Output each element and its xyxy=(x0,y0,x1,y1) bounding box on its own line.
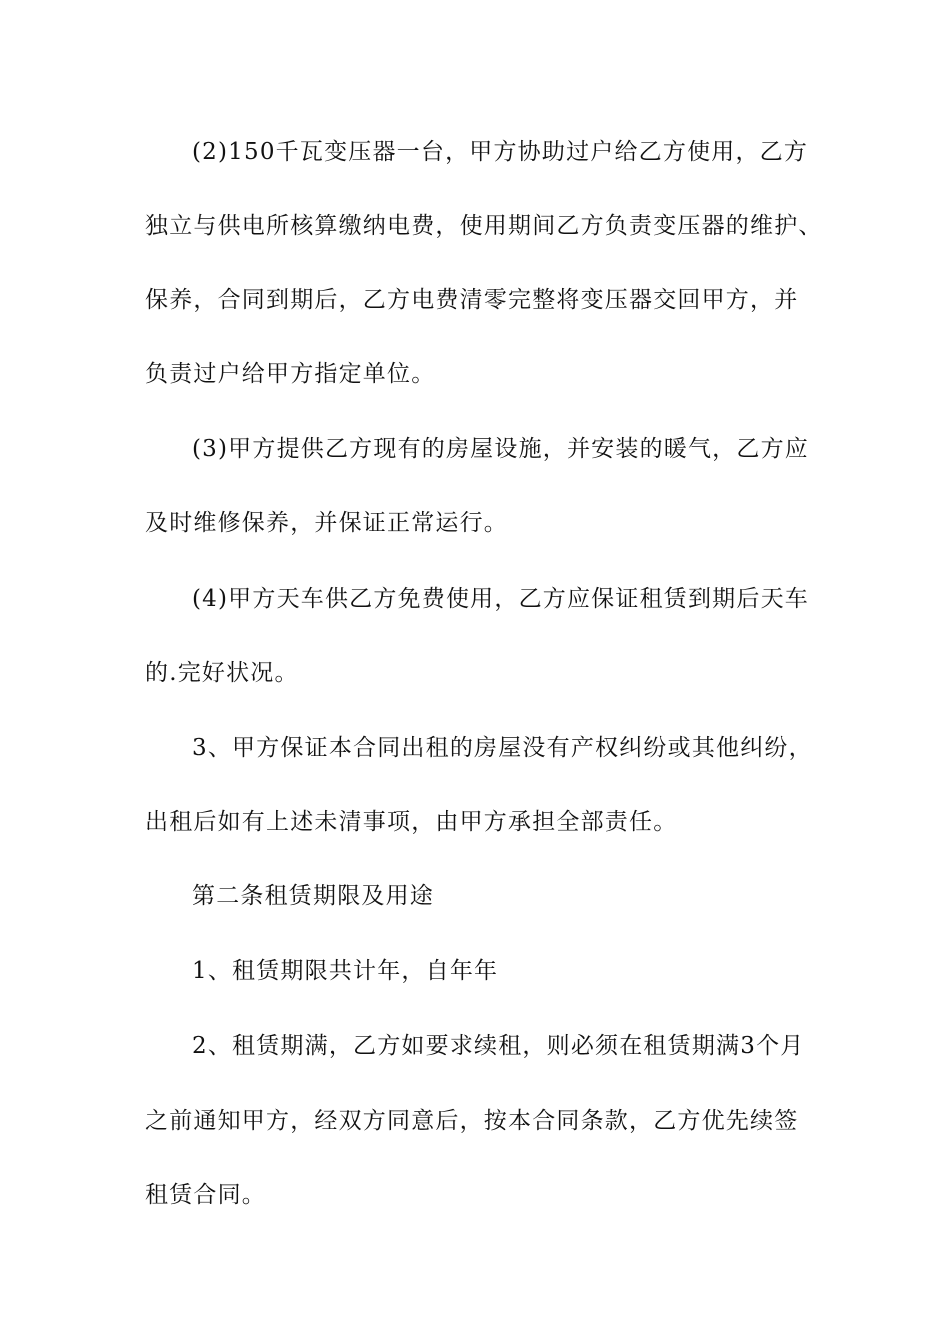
text-line: 出租后如有上述未清事项，由甲方承担全部责任。 xyxy=(145,809,678,835)
text-line: 之前通知甲方，经双方同意后，按本合同条款，乙方优先续签 xyxy=(145,1108,799,1134)
text-line: 负责过户给甲方指定单位。 xyxy=(145,361,436,387)
text-line: 1、租赁期限共计年，自年年 xyxy=(192,958,499,984)
text-line: (3)甲方提供乙方现有的房屋设施，并安装的暖气，乙方应 xyxy=(192,436,809,462)
text-line: 3、甲方保证本合同出租的房屋没有产权纠纷或其他纠纷， xyxy=(192,735,813,761)
text-line: 租赁合同。 xyxy=(145,1182,266,1208)
text-line: (4)甲方天车供乙方免费使用，乙方应保证租赁到期后天车 xyxy=(192,586,809,612)
text-line: (2)150千瓦变压器一台，甲方协助过户给乙方使用，乙方 xyxy=(192,139,809,165)
text-line: 及时维修保养，并保证正常运行。 xyxy=(145,510,508,536)
text-line: 2、租赁期满，乙方如要求续租，则必须在租赁期满3个月 xyxy=(192,1033,805,1059)
text-line: 独立与供电所核算缴纳电费，使用期间乙方负责变压器的维护、 xyxy=(145,213,823,239)
section-heading: 第二条租赁期限及用途 xyxy=(192,883,434,909)
text-line: 保养，合同到期后，乙方电费清零完整将变压器交回甲方，并 xyxy=(145,287,799,313)
text-line: 的.完好状况。 xyxy=(145,660,299,686)
